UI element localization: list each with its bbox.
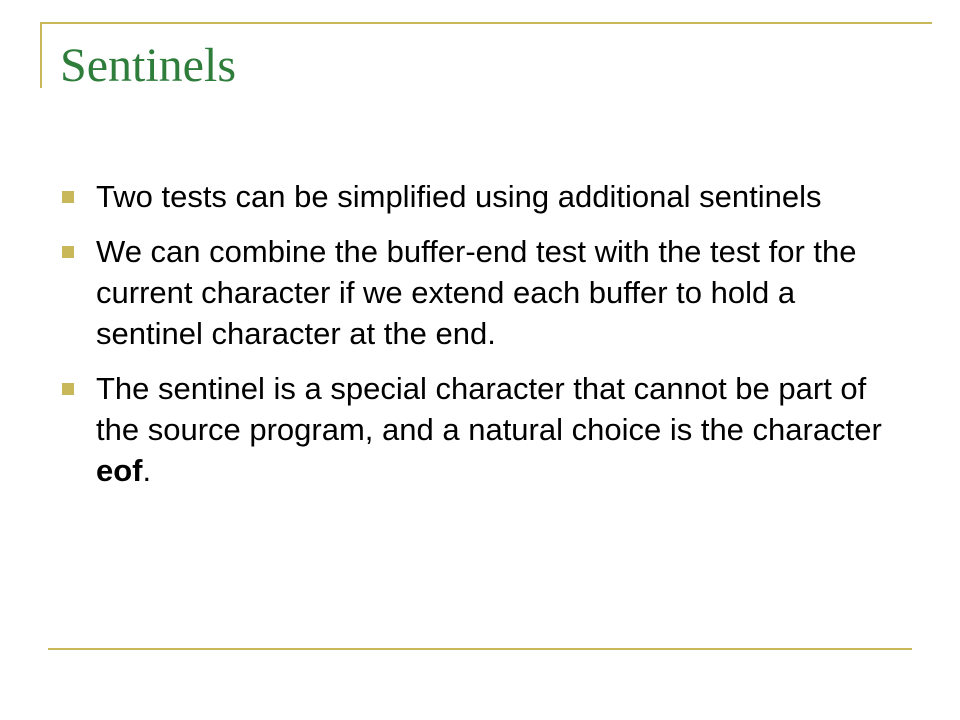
bullet-text-part: The sentinel is a special character that cannot be part of the source program, and a natural choice is the character bbox=[96, 371, 882, 447]
bullet-list bbox=[60, 176, 910, 505]
bullet-text bbox=[96, 371, 882, 488]
bullet-text: Two tests can be simplified using additional sentinels bbox=[96, 179, 822, 214]
square-bullet-icon bbox=[62, 246, 74, 258]
slide-title: Sentinels bbox=[60, 39, 236, 92]
top-border-line bbox=[40, 22, 932, 24]
square-bullet-icon bbox=[62, 383, 74, 395]
bullet-text-part: . bbox=[142, 453, 152, 488]
bottom-border-line bbox=[48, 648, 912, 650]
bullet-item bbox=[60, 368, 910, 491]
bullet-item bbox=[60, 176, 910, 217]
bullet-text: We can combine the buffer-end test with the test for the current character if we extend each buffer to hold a sentinel character at the end. bbox=[96, 234, 857, 351]
square-bullet-icon bbox=[62, 191, 74, 203]
bullet-item bbox=[60, 231, 910, 354]
left-border-line bbox=[40, 22, 42, 88]
bold-keyword: eof bbox=[96, 453, 143, 488]
